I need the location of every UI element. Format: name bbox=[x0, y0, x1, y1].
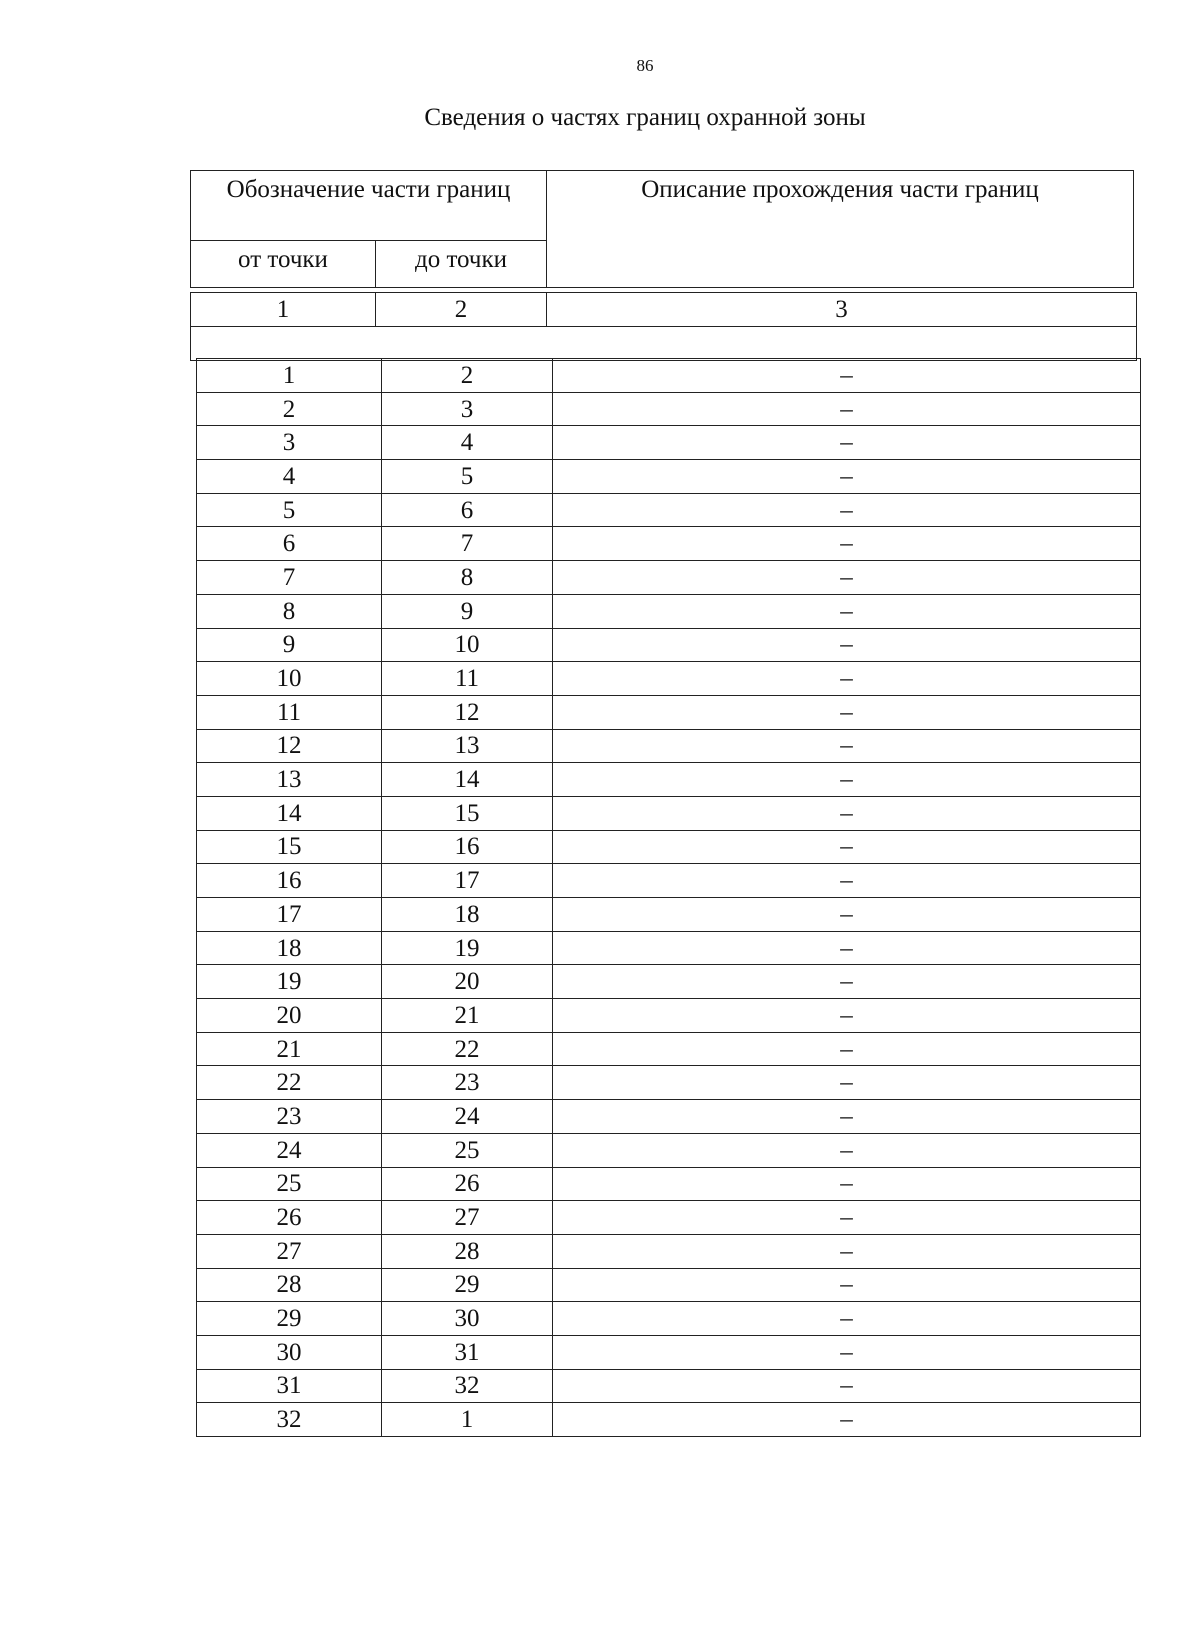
table-row bbox=[197, 460, 1141, 494]
from-point-cell: 1 bbox=[197, 359, 382, 393]
table-row bbox=[197, 1234, 1141, 1268]
from-point-cell: 16 bbox=[197, 864, 382, 898]
to-point-cell: 16 bbox=[382, 830, 553, 864]
from-point-cell: 13 bbox=[197, 763, 382, 797]
to-point-cell: 17 bbox=[382, 864, 553, 898]
table-row bbox=[197, 931, 1141, 965]
description-cell: – bbox=[553, 898, 1141, 932]
from-point-cell: 32 bbox=[197, 1403, 382, 1437]
from-point-cell: 17 bbox=[197, 898, 382, 932]
column-numbers-table bbox=[190, 292, 1137, 361]
description-cell: – bbox=[553, 1268, 1141, 1302]
from-point-cell: 2 bbox=[197, 392, 382, 426]
from-point-cell: 28 bbox=[197, 1268, 382, 1302]
description-cell: – bbox=[553, 392, 1141, 426]
description-cell: – bbox=[553, 1032, 1141, 1066]
table-row bbox=[197, 1369, 1141, 1403]
from-point-cell: 8 bbox=[197, 594, 382, 628]
header-to-point: до точки bbox=[376, 241, 547, 288]
from-point-cell: 18 bbox=[197, 931, 382, 965]
table-row bbox=[197, 1335, 1141, 1369]
table-row bbox=[197, 1268, 1141, 1302]
table-row bbox=[197, 999, 1141, 1033]
to-point-cell: 28 bbox=[382, 1234, 553, 1268]
table-row bbox=[197, 359, 1141, 393]
to-point-cell: 8 bbox=[382, 561, 553, 595]
to-point-cell: 12 bbox=[382, 695, 553, 729]
column-numbers-row bbox=[191, 293, 1137, 327]
description-cell: – bbox=[553, 796, 1141, 830]
table-row bbox=[197, 527, 1141, 561]
from-point-cell: 22 bbox=[197, 1066, 382, 1100]
description-cell: – bbox=[553, 830, 1141, 864]
table-row bbox=[197, 594, 1141, 628]
to-point-cell: 10 bbox=[382, 628, 553, 662]
description-cell: – bbox=[553, 527, 1141, 561]
from-point-cell: 30 bbox=[197, 1335, 382, 1369]
table-row bbox=[197, 1201, 1141, 1235]
table-row bbox=[197, 898, 1141, 932]
from-point-cell: 11 bbox=[197, 695, 382, 729]
from-point-cell: 4 bbox=[197, 460, 382, 494]
to-point-cell: 26 bbox=[382, 1167, 553, 1201]
table-row bbox=[197, 1066, 1141, 1100]
table-header bbox=[190, 170, 1134, 288]
description-cell: – bbox=[553, 763, 1141, 797]
description-cell: – bbox=[553, 1403, 1141, 1437]
from-point-cell: 23 bbox=[197, 1100, 382, 1134]
column-number: 2 bbox=[376, 293, 547, 327]
description-cell: – bbox=[553, 1335, 1141, 1369]
description-cell: – bbox=[553, 426, 1141, 460]
from-point-cell: 21 bbox=[197, 1032, 382, 1066]
from-point-cell: 31 bbox=[197, 1369, 382, 1403]
description-cell: – bbox=[553, 1167, 1141, 1201]
table-row bbox=[197, 1302, 1141, 1336]
to-point-cell: 18 bbox=[382, 898, 553, 932]
from-point-cell: 27 bbox=[197, 1234, 382, 1268]
column-number: 3 bbox=[547, 293, 1137, 327]
from-point-cell: 10 bbox=[197, 662, 382, 696]
column-number: 1 bbox=[191, 293, 376, 327]
to-point-cell: 27 bbox=[382, 1201, 553, 1235]
to-point-cell: 32 bbox=[382, 1369, 553, 1403]
from-point-cell: 5 bbox=[197, 493, 382, 527]
description-cell: – bbox=[553, 594, 1141, 628]
description-cell: – bbox=[553, 1100, 1141, 1134]
to-point-cell: 24 bbox=[382, 1100, 553, 1134]
from-point-cell: 20 bbox=[197, 999, 382, 1033]
to-point-cell: 14 bbox=[382, 763, 553, 797]
table-row bbox=[197, 392, 1141, 426]
from-point-cell: 14 bbox=[197, 796, 382, 830]
to-point-cell: 6 bbox=[382, 493, 553, 527]
description-cell: – bbox=[553, 931, 1141, 965]
header-boundary-description: Описание прохождения части границ bbox=[547, 171, 1134, 288]
description-cell: – bbox=[553, 628, 1141, 662]
page-title: Сведения о частях границ охранной зоны bbox=[424, 104, 866, 131]
empty-section-row bbox=[191, 326, 1137, 360]
page-number: 86 bbox=[636, 56, 654, 75]
to-point-cell: 15 bbox=[382, 796, 553, 830]
to-point-cell: 9 bbox=[382, 594, 553, 628]
table-row bbox=[197, 662, 1141, 696]
description-cell: – bbox=[553, 864, 1141, 898]
to-point-cell: 4 bbox=[382, 426, 553, 460]
description-cell: – bbox=[553, 493, 1141, 527]
to-point-cell: 23 bbox=[382, 1066, 553, 1100]
table-row bbox=[197, 426, 1141, 460]
table-row bbox=[197, 1167, 1141, 1201]
to-point-cell: 7 bbox=[382, 527, 553, 561]
description-cell: – bbox=[553, 695, 1141, 729]
from-point-cell: 26 bbox=[197, 1201, 382, 1235]
description-cell: – bbox=[553, 460, 1141, 494]
table-row bbox=[197, 695, 1141, 729]
table-row bbox=[197, 1032, 1141, 1066]
table-row bbox=[197, 1133, 1141, 1167]
table-row bbox=[197, 965, 1141, 999]
from-point-cell: 12 bbox=[197, 729, 382, 763]
to-point-cell: 3 bbox=[382, 392, 553, 426]
to-point-cell: 25 bbox=[382, 1133, 553, 1167]
table-row bbox=[197, 796, 1141, 830]
description-cell: – bbox=[553, 359, 1141, 393]
to-point-cell: 11 bbox=[382, 662, 553, 696]
table-row bbox=[197, 1100, 1141, 1134]
from-point-cell: 6 bbox=[197, 527, 382, 561]
table-row bbox=[197, 1403, 1141, 1437]
description-cell: – bbox=[553, 662, 1141, 696]
to-point-cell: 31 bbox=[382, 1335, 553, 1369]
to-point-cell: 13 bbox=[382, 729, 553, 763]
to-point-cell: 21 bbox=[382, 999, 553, 1033]
description-cell: – bbox=[553, 1066, 1141, 1100]
from-point-cell: 29 bbox=[197, 1302, 382, 1336]
description-cell: – bbox=[553, 1302, 1141, 1336]
table-row bbox=[197, 628, 1141, 662]
to-point-cell: 1 bbox=[382, 1403, 553, 1437]
header-boundary-designation: Обозначение части границ bbox=[191, 171, 547, 241]
from-point-cell: 7 bbox=[197, 561, 382, 595]
to-point-cell: 5 bbox=[382, 460, 553, 494]
from-point-cell: 24 bbox=[197, 1133, 382, 1167]
table-row bbox=[197, 830, 1141, 864]
table-body bbox=[197, 359, 1141, 1437]
description-cell: – bbox=[553, 999, 1141, 1033]
description-cell: – bbox=[553, 1234, 1141, 1268]
to-point-cell: 2 bbox=[382, 359, 553, 393]
table-row bbox=[197, 561, 1141, 595]
description-cell: – bbox=[553, 1201, 1141, 1235]
to-point-cell: 29 bbox=[382, 1268, 553, 1302]
from-point-cell: 19 bbox=[197, 965, 382, 999]
header-from-point: от точки bbox=[191, 241, 376, 288]
description-cell: – bbox=[553, 965, 1141, 999]
to-point-cell: 30 bbox=[382, 1302, 553, 1336]
description-cell: – bbox=[553, 1369, 1141, 1403]
from-point-cell: 9 bbox=[197, 628, 382, 662]
from-point-cell: 25 bbox=[197, 1167, 382, 1201]
from-point-cell: 3 bbox=[197, 426, 382, 460]
description-cell: – bbox=[553, 729, 1141, 763]
from-point-cell: 15 bbox=[197, 830, 382, 864]
table-row bbox=[197, 864, 1141, 898]
to-point-cell: 19 bbox=[382, 931, 553, 965]
description-cell: – bbox=[553, 1133, 1141, 1167]
description-cell: – bbox=[553, 561, 1141, 595]
table-row bbox=[197, 493, 1141, 527]
boundary-parts-table bbox=[196, 358, 1141, 1437]
to-point-cell: 22 bbox=[382, 1032, 553, 1066]
table-row bbox=[197, 763, 1141, 797]
table-row bbox=[197, 729, 1141, 763]
to-point-cell: 20 bbox=[382, 965, 553, 999]
empty-section-cell bbox=[191, 326, 1137, 360]
